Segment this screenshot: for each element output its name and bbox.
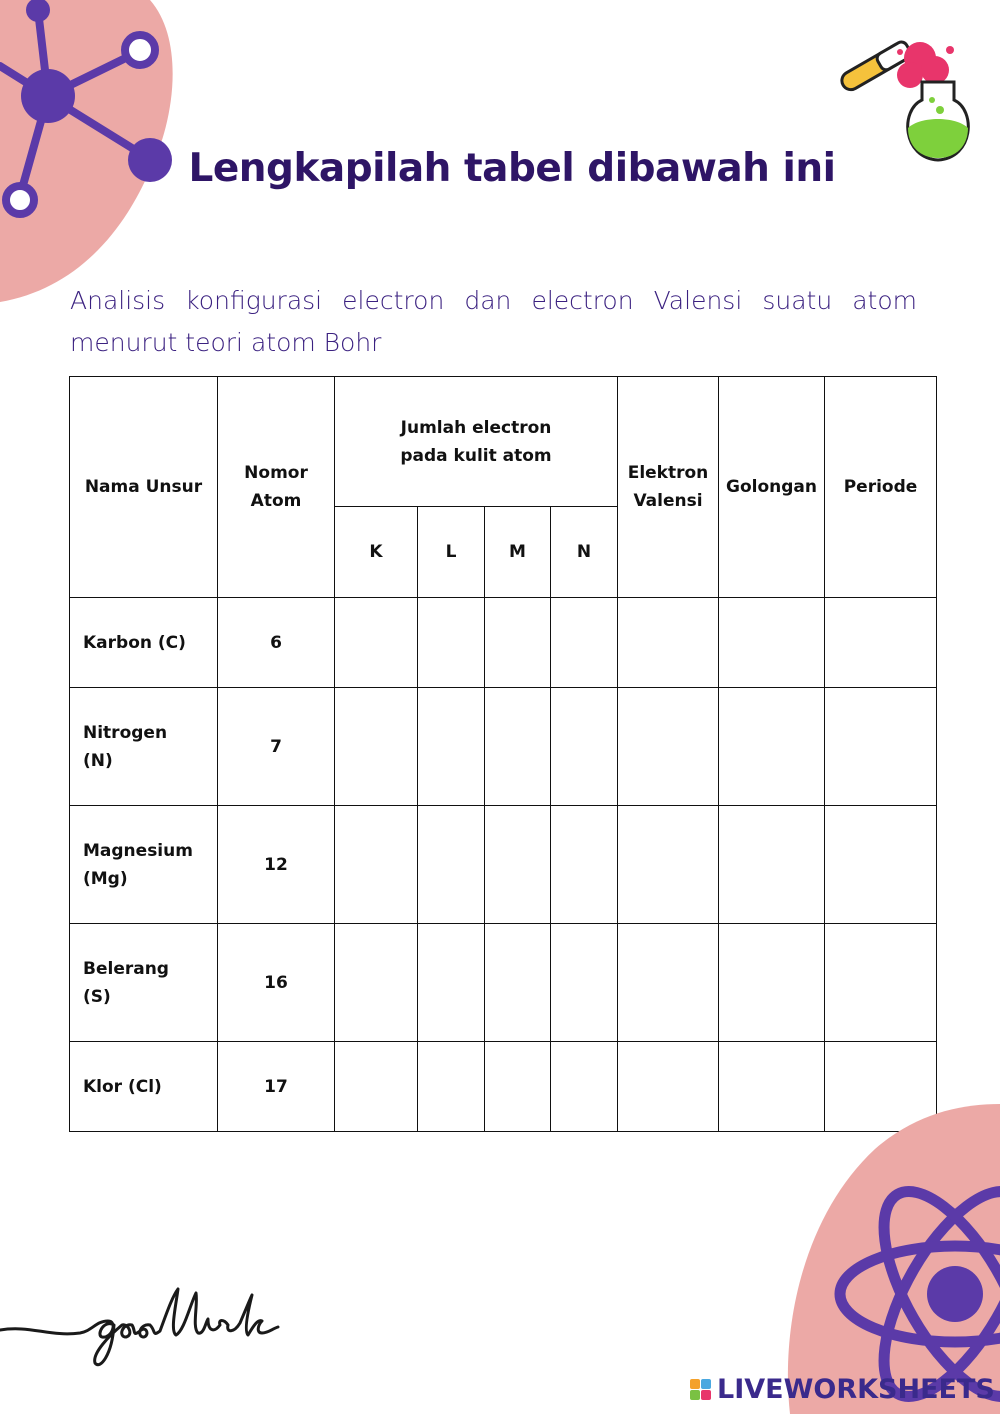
answer-cell-l[interactable] [418, 924, 485, 1042]
table-row [70, 688, 937, 806]
answer-cell-n[interactable] [551, 806, 618, 924]
goodluck-signature [0, 1275, 280, 1375]
answer-cell-valence[interactable] [618, 806, 719, 924]
atomic-number: 6 [218, 598, 335, 688]
atomic-number: 12 [218, 806, 335, 924]
answer-cell-m[interactable] [485, 806, 551, 924]
answer-cell-k[interactable] [335, 1042, 418, 1132]
answer-cell-n[interactable] [551, 688, 618, 806]
answer-cell-m[interactable] [485, 924, 551, 1042]
header-valence: Elektron Valensi [618, 377, 719, 598]
intro-text: Analisis konfigurasi electron dan electron Valensi suatu atom menurut teori atom Bohr [70, 286, 917, 357]
answer-cell-k[interactable] [335, 598, 418, 688]
answer-cell-n[interactable] [551, 598, 618, 688]
answer-cell-m[interactable] [485, 688, 551, 806]
header-shell-n: N [551, 507, 618, 598]
header-electron-shells [335, 377, 618, 507]
answer-cell-valence[interactable] [618, 688, 719, 806]
element-name: Karbon (C) [70, 598, 218, 688]
answer-cell-group[interactable] [719, 924, 825, 1042]
answer-cell-group[interactable] [719, 688, 825, 806]
element-table [69, 376, 937, 1132]
answer-cell-period[interactable] [825, 924, 937, 1042]
answer-cell-group[interactable] [719, 598, 825, 688]
element-name-text: Nitrogen (N) [83, 722, 168, 771]
header-atomic-number: Nomor Atom [218, 377, 335, 598]
answer-cell-l[interactable] [418, 688, 485, 806]
element-name [70, 924, 218, 1042]
header-period: Periode [825, 377, 937, 598]
answer-cell-m[interactable] [485, 598, 551, 688]
table-row [70, 598, 937, 688]
liveworksheets-logo-icon [690, 1379, 711, 1400]
header-shell-m: M [485, 507, 551, 598]
header-shell-k: K [335, 507, 418, 598]
answer-cell-l[interactable] [418, 1042, 485, 1132]
table-row [70, 924, 937, 1042]
answer-cell-m[interactable] [485, 1042, 551, 1132]
page-title: Lengkapilah tabel dibawah ini [188, 146, 836, 191]
answer-cell-n[interactable] [551, 924, 618, 1042]
atomic-number: 7 [218, 688, 335, 806]
header-electron-shells-label: Jumlah electron pada kulit atom [400, 417, 552, 466]
table-row [70, 806, 937, 924]
answer-cell-group[interactable] [719, 806, 825, 924]
element-name [70, 806, 218, 924]
answer-cell-l[interactable] [418, 598, 485, 688]
element-name-text: Belerang (S) [83, 958, 169, 1007]
answer-cell-period[interactable] [825, 806, 937, 924]
answer-cell-valence[interactable] [618, 1042, 719, 1132]
answer-cell-k[interactable] [335, 806, 418, 924]
atomic-number: 17 [218, 1042, 335, 1132]
header-group: Golongan [719, 377, 825, 598]
brand-text: LIVEWORKSHEETS [717, 1373, 995, 1405]
element-name [70, 688, 218, 806]
element-name: Klor (Cl) [70, 1042, 218, 1132]
liveworksheets-brand [690, 1372, 995, 1406]
answer-cell-valence[interactable] [618, 924, 719, 1042]
answer-cell-l[interactable] [418, 806, 485, 924]
answer-cell-period[interactable] [825, 598, 937, 688]
answer-cell-k[interactable] [335, 688, 418, 806]
answer-cell-n[interactable] [551, 1042, 618, 1132]
atomic-number: 16 [218, 924, 335, 1042]
answer-cell-k[interactable] [335, 924, 418, 1042]
element-name-text: Magnesium (Mg) [83, 840, 193, 889]
atom-icon [785, 1104, 1000, 1414]
header-name: Nama Unsur [70, 377, 218, 598]
answer-cell-period[interactable] [825, 688, 937, 806]
answer-cell-valence[interactable] [618, 598, 719, 688]
header-shell-l: L [418, 507, 485, 598]
